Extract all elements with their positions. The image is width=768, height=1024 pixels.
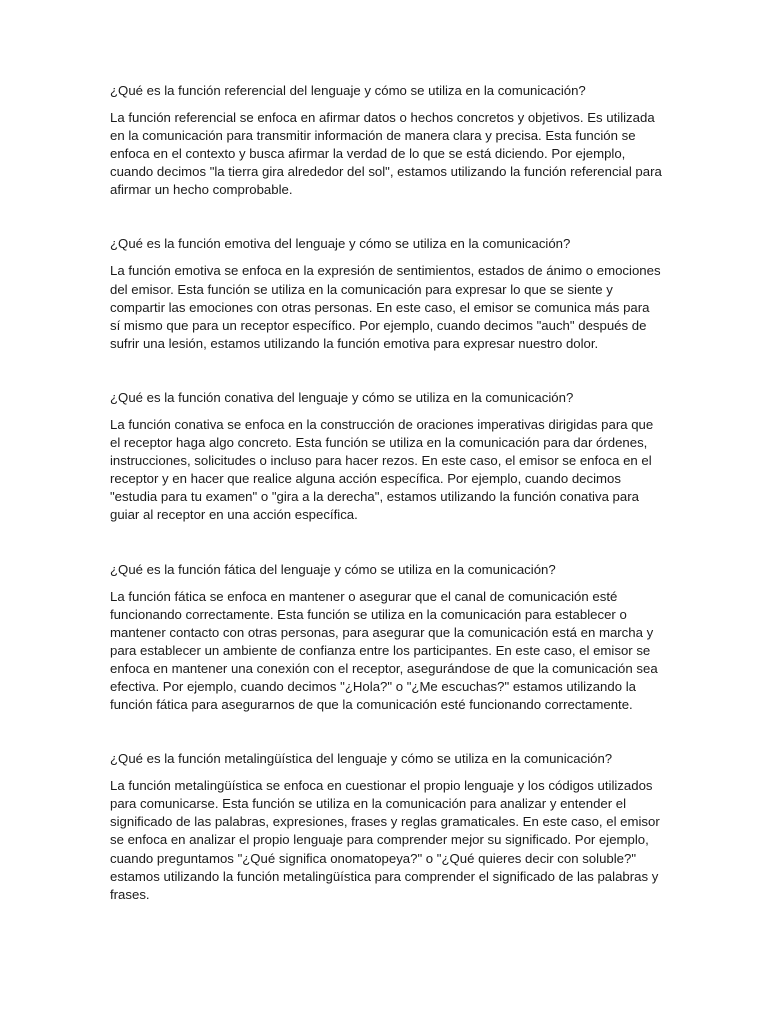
question-heading: ¿Qué es la función emotiva del lenguaje y cómo se utiliza en la comunicación?	[110, 236, 571, 252]
answer-paragraph: La función referencial se enfoca en afirmar datos o hechos concretos y objetivos. Es utilizada en la comunicación para transmitir información de manera clara y precisa. Esta función se enfoca en el contexto y busca afirmar la verdad de lo que se está diciendo. Por ejemplo, cuando decimos "la tierra gira alrededor del sol", estamos utilizando la función referencial para afirmar un hecho comprobable.	[110, 110, 662, 198]
document-page	[110, 82, 662, 940]
section-emotiva	[110, 235, 662, 352]
question-heading: ¿Qué es la función fática del lenguaje y cómo se utiliza en la comunicación?	[110, 561, 556, 577]
section-metalinguistica	[110, 750, 662, 904]
answer-paragraph: La función fática se enfoca en mantener o asegurar que el canal de comunicación esté funcionando correctamente. Esta función se utiliza en la comunicación para establecer o mantener contacto con otras personas, para asegurar que la comunicación está en marcha y para establecer un ambiente de confianza entre los participantes. En este caso, el emisor se enfoca en mantener una conexión con el receptor, asegurándose de que la comunicación sea efectiva. Por ejemplo, cuando decimos "¿Hola?" o "¿Me escuchas?" estamos utilizando la función fática para asegurarnos de que la comunicación esté funcionando correctamente.	[110, 588, 658, 713]
answer-paragraph: La función metalingüística se enfoca en cuestionar el propio lenguaje y los códigos utilizados para comunicarse. Esta función se utiliza en la comunicación para analizar y entender el significado de las palabras, expresiones, frases y reglas gramaticales. En este caso, el emisor se enfoca en analizar el propio lenguaje para comprender mejor su significado. Por ejemplo, cuando preguntamos "¿Qué significa onomatopeya?" o "¿Qué quieres decir con soluble?" estamos utilizando la función metalingüística para comprender el significado de las palabras y frases.	[110, 778, 660, 902]
question-heading: ¿Qué es la función conativa del lenguaje y cómo se utiliza en la comunicación?	[110, 389, 574, 405]
section-fatica	[110, 561, 662, 715]
question-heading: ¿Qué es la función metalingüística del lenguaje y cómo se utiliza en la comunicación?	[110, 751, 613, 767]
question-heading: ¿Qué es la función referencial del lenguaje y cómo se utiliza en la comunicación?	[110, 83, 586, 98]
section-conativa	[110, 389, 662, 525]
section-referencial	[110, 82, 662, 199]
answer-paragraph: La función conativa se enfoca en la construcción de oraciones imperativas dirigidas para que el receptor haga algo concreto. Esta función se utiliza en la comunicación para dar órdenes, instrucciones, solicitudes o incluso para hacer rezos. En este caso, el emisor se enfoca en el receptor y en hacer que realice alguna acción específica. Por ejemplo, cuando decimos "estudia para tu examen" o "gira a la derecha", estamos utilizando la función conativa para guiar al receptor en una acción específica.	[110, 416, 654, 523]
answer-paragraph: La función emotiva se enfoca en la expresión de sentimientos, estados de ánimo o emociones del emisor. Esta función se utiliza en la comunicación para expresar lo que se siente y compartir las emociones con otras personas. En este caso, el emisor se comunica más para sí mismo que para un receptor específico. Por ejemplo, cuando decimos "auch" después de sufrir una lesión, estamos utilizando la función emotiva para expresar nuestro dolor.	[110, 263, 661, 351]
